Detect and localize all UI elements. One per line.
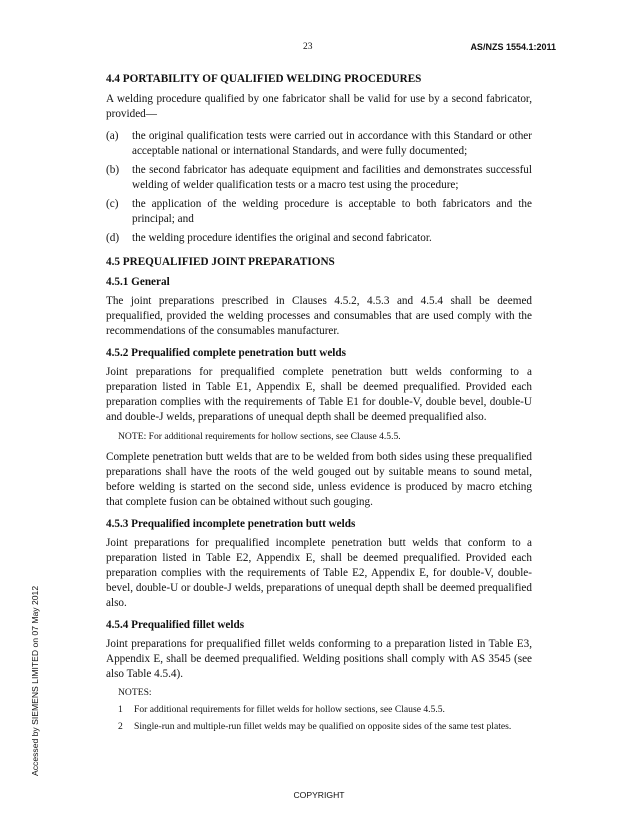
section-4-5-2-text-2: Complete penetration butt welds that are to be welded from both sides using these prequalified preparations shall have the roots of the weld gouged out by suitable means to sound metal, before welding is started on the second side, unless evidence is produced by macro etching that complete fusion can be obtained without such gouging. bbox=[106, 451, 532, 508]
section-4-5-3-heading: 4.5.3 Prequalified incomplete penetration butt welds bbox=[106, 518, 356, 530]
note-item: 1 For additional requirements for fillet welds for hollow sections, see Clause 4.5.5. bbox=[118, 704, 445, 715]
section-4-5-4-notes bbox=[118, 686, 532, 733]
section-4-5-2-heading: 4.5.2 Prequalified complete penetration butt welds bbox=[106, 347, 346, 359]
notes-heading: NOTES: bbox=[118, 687, 152, 698]
list-item: (d) the welding procedure identifies the original and second fabricator. bbox=[106, 232, 432, 244]
section-4-5-2-text-1: Joint preparations for prequalified complete penetration butt welds conforming to a preparation listed in Table E1, Appendix E, shall be deemed prequalified. Provided each preparation complies with the requirements of Table E1 for double-V, double bevel, double-U and double-J welds, preparations of unequal depth shall be deemed prequalified also. bbox=[106, 366, 532, 423]
section-4-5-2-note: NOTE: For additional requirements for hollow sections, see Clause 4.5.5. bbox=[118, 431, 401, 442]
section-4-5-1-text: The joint preparations prescribed in Clauses 4.5.2, 4.5.3 and 4.5.4 shall be deemed prequalified, provided the welding processes and consumables that are used comply with the recommendations of the consumables manufacturer. bbox=[106, 295, 532, 337]
section-4-4-list bbox=[106, 129, 532, 246]
section-4-4-heading: 4.4 PORTABILITY OF QUALIFIED WELDING PROCEDURES bbox=[106, 73, 422, 85]
access-watermark: Accessed by SIEMENS LIMITED on 07 May 2012 bbox=[30, 585, 40, 776]
standard-designation: AS/NZS 1554.1:2011 bbox=[470, 42, 556, 52]
section-4-5-3-text: Joint preparations for prequalified incomplete penetration butt welds that conform to a preparation listed in Table E2, Appendix E, shall be deemed prequalified. Provided each preparation complies with the requirements of Table E2, Appendix E, for double-V, double-bevel, double-U or double-J welds, preparations of unequal depth shall be deemed prequalified also. bbox=[106, 537, 532, 609]
section-4-5-heading: 4.5 PREQUALIFIED JOINT PREPARATIONS bbox=[106, 256, 335, 268]
copyright-footer: COPYRIGHT bbox=[293, 790, 345, 800]
list-item: (c) the application of the welding procedure is acceptable to both fabricators and the principal; and bbox=[106, 198, 532, 225]
page-content bbox=[106, 72, 532, 737]
list-item: (a) the original qualification tests were carried out in accordance with this Standard or other acceptable national or international Standards, and were fully documented; bbox=[106, 130, 532, 157]
page-number: 23 bbox=[303, 42, 313, 52]
note-item: 2 Single-run and multiple-run fillet welds may be qualified on opposite sides of the same test plates. bbox=[118, 721, 512, 732]
section-4-4-intro: A welding procedure qualified by one fabricator shall be valid for use by a second fabricator, provided— bbox=[106, 93, 532, 120]
section-4-5-1-heading: 4.5.1 General bbox=[106, 276, 170, 288]
list-item: (b) the second fabricator has adequate equipment and facilities and demonstrates successful welding of welder qualification tests or a macro test using the procedure; bbox=[106, 164, 532, 191]
section-4-5-4-text: Joint preparations for prequalified fillet welds conforming to a preparation listed in Table E3, Appendix E, shall be deemed prequalified. Welding positions shall comply with AS 3545 (see also Table 4.5.4). bbox=[106, 638, 532, 680]
section-4-5-4-heading: 4.5.4 Prequalified fillet welds bbox=[106, 619, 245, 631]
